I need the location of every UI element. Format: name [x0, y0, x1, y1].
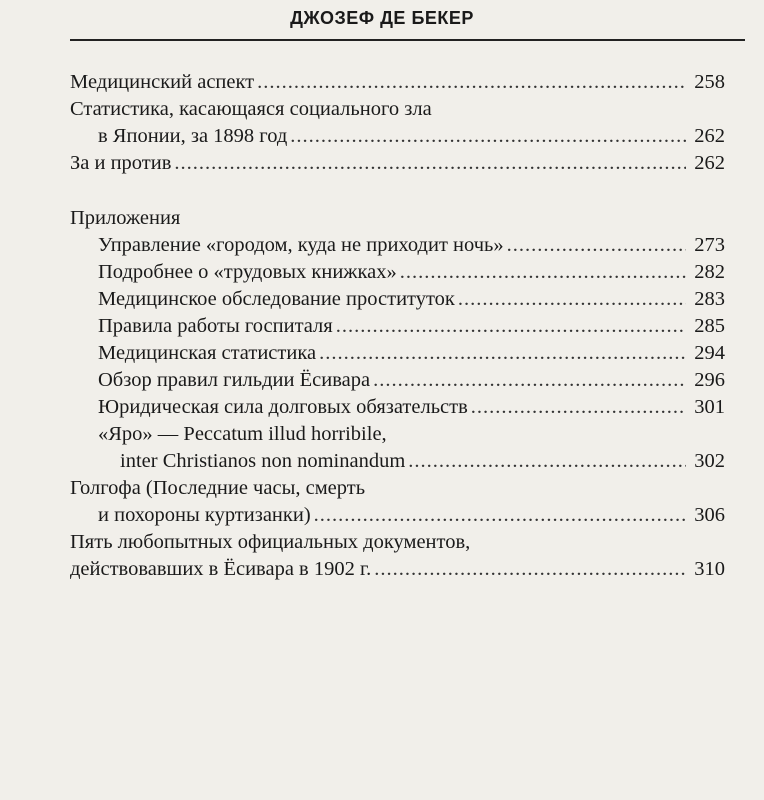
- toc-entry-title: Голгофа (Последние часы, смерть: [70, 477, 366, 499]
- toc-entry-continuation: [120, 448, 725, 475]
- toc-entry: [70, 96, 725, 123]
- toc-entry: [98, 367, 725, 394]
- appendices-heading: Приложения: [70, 207, 181, 229]
- toc-entry-title: Медицинское обследование проституток: [98, 288, 455, 310]
- toc-entry-title: Юридическая сила долговых обязательств: [98, 396, 468, 418]
- toc-entry-title: действовавших в Ёсивара в 1902 г.: [70, 558, 372, 580]
- toc-entry: [98, 232, 725, 259]
- toc-entry-page: 273: [694, 234, 725, 256]
- toc-entry-page: 285: [694, 315, 725, 337]
- toc-entry: [70, 475, 725, 502]
- toc-entry-continuation: [98, 123, 725, 150]
- toc-entry: [98, 394, 725, 421]
- toc-entry: [70, 69, 725, 96]
- toc-entry: [98, 340, 725, 367]
- toc-entry-page: 258: [694, 71, 725, 93]
- toc-entry-title: Медицинская статистика: [98, 342, 317, 364]
- toc-entry-title: Управление «городом, куда не приходит ночь»: [98, 234, 504, 256]
- toc-entry-page: 301: [694, 396, 725, 418]
- toc-entry-page: 294: [694, 342, 725, 364]
- toc-entry-title: Пять любопытных официальных документов,: [70, 531, 471, 553]
- toc-entry-page: 283: [694, 288, 725, 310]
- toc-entry-title: За и против: [70, 152, 172, 174]
- toc-entry-title: Статистика, касающаяся социального зла: [70, 98, 432, 120]
- toc-entry-page: 310: [694, 558, 725, 580]
- toc-entry: [98, 421, 725, 448]
- dot-leader: [400, 259, 686, 286]
- toc-entry: [98, 259, 725, 286]
- toc-entry-continuation: [98, 502, 725, 529]
- toc-entry-title: «Яро» — Peccatum illud horribile,: [98, 423, 387, 445]
- dot-leader: [290, 123, 686, 150]
- dot-leader: [471, 394, 686, 421]
- dot-leader: [373, 367, 686, 394]
- toc-entry-page: 262: [694, 125, 725, 147]
- toc-entry-page: 262: [694, 152, 725, 174]
- toc-entry-title: и похороны куртизанки): [98, 504, 311, 526]
- toc-entry-continuation: [70, 556, 725, 583]
- dot-leader: [257, 69, 686, 96]
- toc-entry-title: Обзор правил гильдии Ёсивара: [98, 369, 371, 391]
- toc-entry-page: 302: [694, 450, 725, 472]
- toc-entry: [98, 286, 725, 313]
- toc-entry-page: 282: [694, 261, 725, 283]
- toc-entry-title: Правила работы госпиталя: [98, 315, 333, 337]
- dot-leader: [174, 150, 686, 177]
- toc-entry-page: 306: [694, 504, 725, 526]
- dot-leader: [336, 313, 686, 340]
- dot-leader: [458, 286, 686, 313]
- toc-entry: [70, 529, 725, 556]
- running-header: ДЖОЗЕФ ДЕ БЕКЕР: [290, 8, 474, 28]
- dot-leader: [408, 448, 686, 475]
- toc-entry-title: в Японии, за 1898 год: [98, 125, 288, 147]
- dot-leader: [319, 340, 686, 367]
- toc-entry: [70, 150, 725, 177]
- dot-leader: [314, 502, 686, 529]
- toc-entry-title: inter Christianos non nominandum: [120, 450, 406, 472]
- toc-entry: [98, 313, 725, 340]
- toc-entry-page: 296: [694, 369, 725, 391]
- dot-leader: [507, 232, 686, 259]
- toc-entry-title: Медицинский аспект: [70, 71, 255, 93]
- dot-leader: [374, 556, 686, 583]
- toc-section-heading: [70, 205, 725, 232]
- toc-entry-title: Подробнее о «трудовых книжках»: [98, 261, 397, 283]
